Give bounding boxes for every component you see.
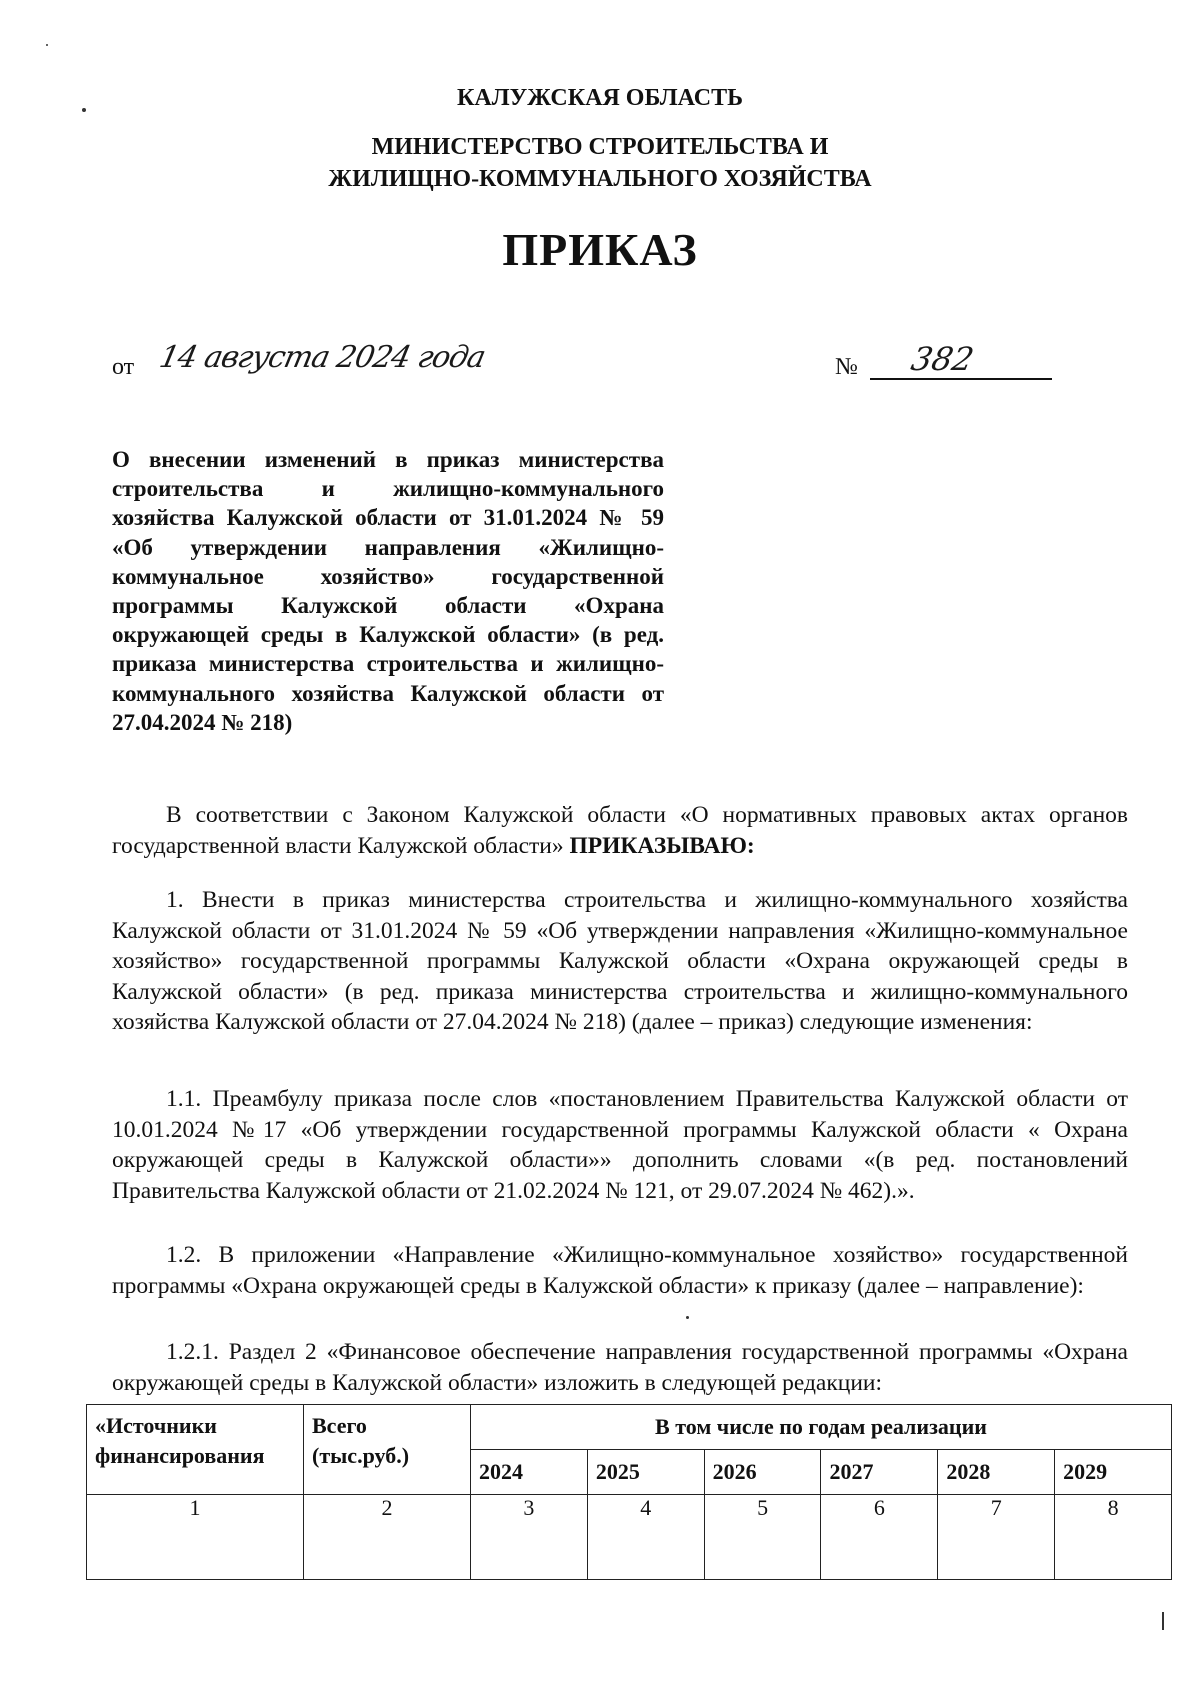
column-number: 5 (704, 1495, 821, 1580)
header-total: Всего (тыс.руб.) (304, 1405, 471, 1495)
number-label: № (835, 354, 858, 380)
column-number: 6 (821, 1495, 938, 1580)
number-underline (870, 378, 1052, 380)
clause-1-1 (112, 1084, 1128, 1206)
column-number: 4 (587, 1495, 704, 1580)
header-year: 2029 (1055, 1450, 1172, 1495)
header-year: 2024 (471, 1450, 588, 1495)
clause-1-2 (112, 1240, 1128, 1301)
header-year: 2027 (821, 1450, 938, 1495)
scan-speck (1162, 1612, 1164, 1630)
handwritten-number: 382 (907, 340, 978, 378)
order-keyword: ПРИКАЗЫВАЮ: (569, 832, 755, 859)
header-year: 2028 (938, 1450, 1055, 1495)
clause-1-2-1 (112, 1337, 1128, 1398)
header-year: 2026 (704, 1450, 821, 1495)
table-row (87, 1495, 1172, 1580)
preamble-paragraph (112, 800, 1128, 861)
scan-speck (82, 108, 86, 112)
scan-speck (686, 1316, 689, 1319)
ministry-heading-line2: ЖИЛИЩНО-КОММУНАЛЬНОГО ХОЗЯЙСТВА (328, 166, 872, 192)
ministry-heading (0, 131, 1200, 195)
column-number: 7 (938, 1495, 1055, 1580)
column-number: 3 (471, 1495, 588, 1580)
date-number-row (112, 340, 1052, 384)
clause-1-2-text: 1.2. В приложении «Направление «Жилищно-коммунальное хозяйство» государственной программы «Охрана окружающей среды в Калужской области» к приказу (далее – направление): (112, 1242, 1128, 1299)
ministry-heading-line1: МИНИСТЕРСТВО СТРОИТЕЛЬСТВА И (371, 134, 829, 160)
column-number: 8 (1055, 1495, 1172, 1580)
scan-speck (46, 44, 48, 46)
region-heading: КАЛУЖСКАЯ ОБЛАСТЬ (457, 85, 743, 111)
date-label: от (112, 354, 135, 380)
header-years-group: В том числе по годам реализации (471, 1405, 1172, 1450)
column-number: 1 (87, 1495, 304, 1580)
clause-1 (112, 885, 1128, 1038)
clause-1-text: 1. Внести в приказ министерства строительства и жилищно-коммунального хозяйства Калужской области от 31.01.2024 № 59 «Об утверждении направления «Жилищно-коммунальное хозяйство» государственной программы Калужской области «Охрана окружающей среды в Калужской области» (в ред. приказа министерства строительства и жилищно-коммунального хозяйства Калужской области от 27.04.2024 № 218) (далее – приказ) следующие изменения: (112, 887, 1128, 1035)
order-subject: О внесении изменений в приказ министерства строительства и жилищно-коммунального хозяйства Калужской области от 31.01.2024 № 59 «Об утверждении направления «Жилищно-коммунальное хозяйство» государственной программы Калужской области «Охрана окружающей среды в Калужской области» (в ред. приказа министерства строительства и жилищно-коммунального хозяйства Калужской области от 27.04.2024 № 218) (112, 447, 664, 735)
financing-table (86, 1404, 1172, 1580)
preamble-text: В соответствии с Законом Калужской области «О нормативных правовых актах органов государственной власти Калужской области» (112, 802, 1128, 859)
handwritten-date: 14 августа 2024 года (156, 340, 489, 375)
table-header-row (87, 1405, 1172, 1450)
column-number: 2 (304, 1495, 471, 1580)
header-year: 2025 (587, 1450, 704, 1495)
header-source: «Источники финансирования (87, 1405, 304, 1495)
clause-1-1-text: 1.1. Преамбулу приказа после слов «постановлением Правительства Калужской области от 10.01.2024 №17 «Об утверждении государственной программы Калужской области « Охрана окружающей среды в Калужской области»» дополнить словами «(в ред. постановлений Правительства Калужской области от 21.02.2024 № 121, от 29.07.2024 № 462).». (112, 1086, 1128, 1204)
clause-1-2-1-text: 1.2.1. Раздел 2 «Финансовое обеспечение направления государственной программы «Охрана окружающей среды в Калужской области» изложить в следующей редакции: (112, 1339, 1128, 1396)
document-type-title: ПРИКАЗ (502, 224, 698, 275)
